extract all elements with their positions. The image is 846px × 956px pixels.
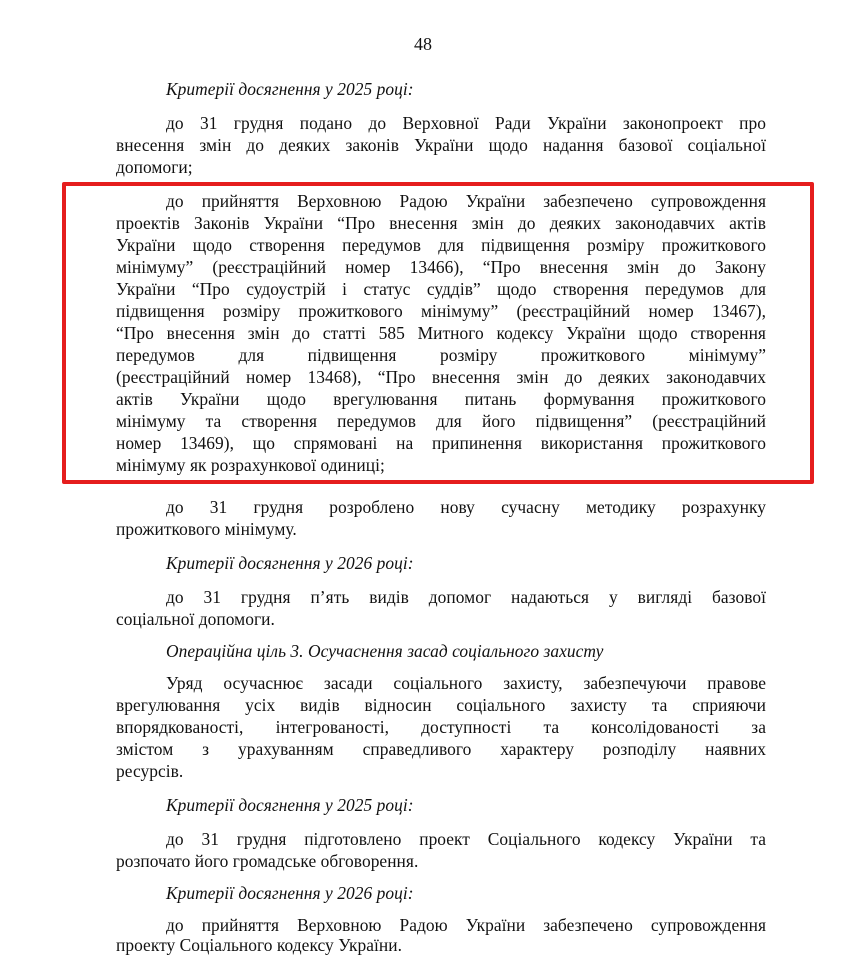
paragraph-line: “Про внесення змін до статті 585 Митного кодексу України щодо створення <box>116 323 766 343</box>
paragraph-line: допомоги; <box>116 157 193 177</box>
paragraph-line: до 31 грудня підготовлено проект Соціального кодексу України та <box>166 829 766 849</box>
paragraph-line: проекту Соціального кодексу України. <box>116 935 403 955</box>
paragraph-line: врегулювання усіх видів відносин соціального захисту та сприяючи <box>116 695 766 715</box>
paragraph-line: внесення змін до деяких законів України щодо надання базової соціальної <box>116 135 766 155</box>
section-heading: Критерії досягнення у 2025 році: <box>166 79 414 99</box>
paragraph-line: передумов для підвищення розміру прожиткового мінімуму” <box>116 345 766 365</box>
paragraph-line: мінімуму” (реєстраційний номер 13466), “Про внесення змін до Закону <box>116 257 766 277</box>
paragraph-line: змістом з урахуванням справедливого характеру розподілу наявних <box>116 739 766 759</box>
paragraph-line: до прийняття Верховною Радою України забезпечено супровождення <box>166 915 766 935</box>
paragraph-line: до 31 грудня розроблено нову сучасну методику розрахунку <box>166 497 766 517</box>
paragraph-line: до прийняття Верховною Радою України забезпечено супровождення <box>166 191 766 211</box>
paragraph-line: Уряд осучаснює засади соціального захисту, забезпечуючи правове <box>166 673 766 693</box>
paragraph-line: мінімуму як розрахункової одиниці; <box>116 455 385 475</box>
paragraph-line: соціальної допомоги. <box>116 609 275 629</box>
section-heading: Критерії досягнення у 2025 році: <box>166 795 414 815</box>
paragraph-line: (реєстраційний номер 13468), “Про внесення змін до деяких законодавчих <box>116 367 766 387</box>
section-heading: Операційна ціль 3. Осучаснення засад соціального захисту <box>166 641 604 661</box>
paragraph-line: України “Про судоустрій і статус суддів” щодо створення передумов для <box>116 279 766 299</box>
paragraph-line: підвищення розміру прожиткового мінімуму” (реєстраційний номер 13467), <box>116 301 766 321</box>
paragraph-line: мінімуму та створення передумов для його підвищення” (реєстраційний <box>116 411 766 431</box>
paragraph-line: розпочато його громадське обговорення. <box>116 851 419 871</box>
section-heading: Критерії досягнення у 2026 році: <box>166 553 414 573</box>
highlight-box <box>62 182 814 484</box>
paragraph-line: до 31 грудня подано до Верховної Ради України законопроект про <box>166 113 766 133</box>
paragraph-line: ресурсів. <box>116 761 184 781</box>
section-heading: Критерії досягнення у 2026 році: <box>166 883 414 903</box>
paragraph-line: номер 13469), що спрямовані на припинення використання прожиткового <box>116 433 766 453</box>
paragraph-line: впорядкованості, інтегрованості, доступності та консолідованості за <box>116 717 766 737</box>
page-number: 48 <box>414 34 432 54</box>
paragraph-line: проектів Законів України “Про внесення змін до деяких законодавчих актів <box>116 213 766 233</box>
paragraph-line: прожиткового мінімуму. <box>116 519 297 539</box>
paragraph-line: України щодо створення передумов для підвищення розміру прожиткового <box>116 235 766 255</box>
paragraph-line: до 31 грудня п’ять видів допомог надаються у вигляді базової <box>166 587 766 607</box>
paragraph-line: актів України щодо врегулювання питань формування прожиткового <box>116 389 766 409</box>
